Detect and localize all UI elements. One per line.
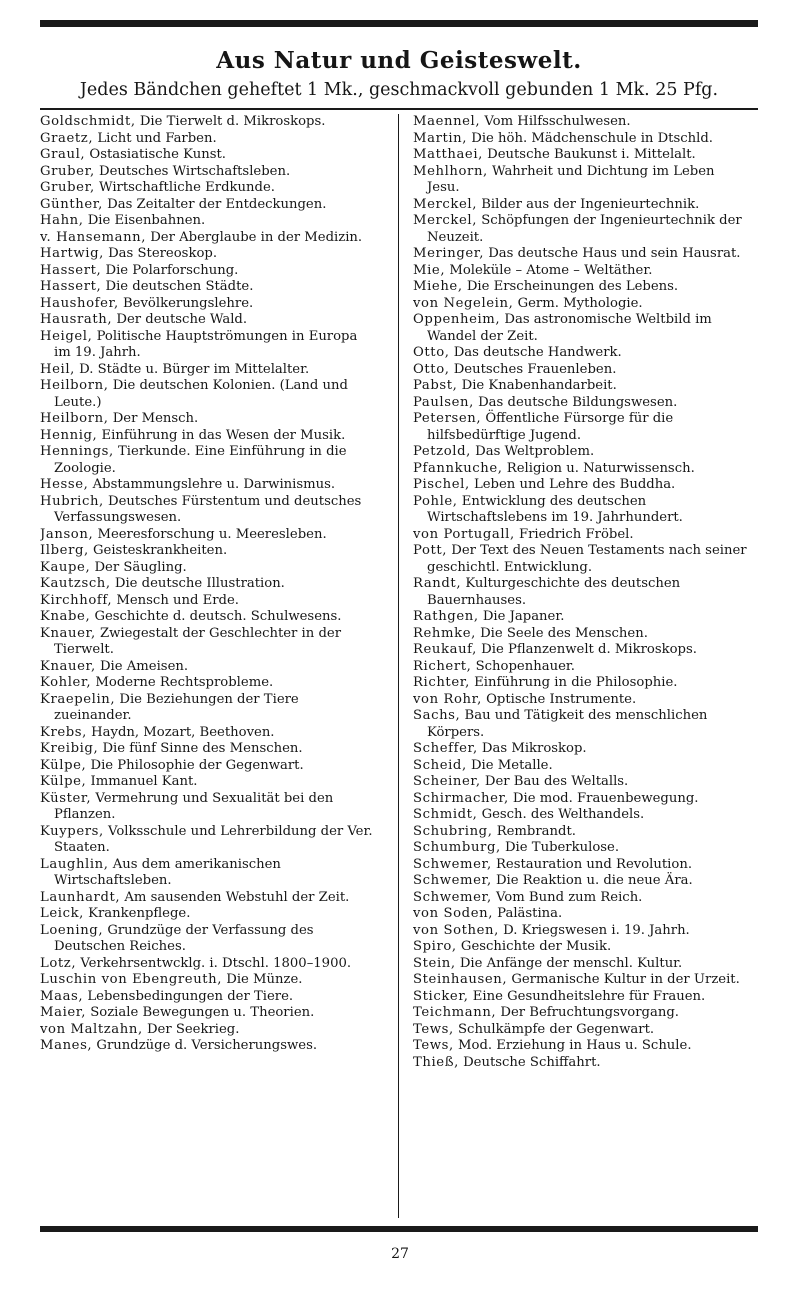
catalog-entry <box>413 378 751 395</box>
entry-author: Hennings, <box>40 444 114 459</box>
header-rule <box>40 108 758 110</box>
entry-author: Knauer, <box>40 658 96 674</box>
entry-author: von Soden, <box>413 906 493 921</box>
entry-author: Rathgen, <box>413 609 479 624</box>
entry-author: Külpe, <box>40 774 87 789</box>
catalog-entry <box>40 180 376 197</box>
right-column <box>413 114 751 1212</box>
entry-author: Janson, <box>40 526 94 542</box>
catalog-entry <box>40 494 376 527</box>
catalog-entry <box>40 560 376 577</box>
catalog-entry <box>40 956 376 973</box>
entry-author: Ilberg, <box>40 543 89 558</box>
entry-title: Die deutsche Illustration. <box>110 576 285 591</box>
entry-title: Der Bau des Weltalls. <box>480 774 629 789</box>
entry-title: Bau und Tätigkeit des menschlichen Körpers. <box>427 708 708 740</box>
entry-author: Graetz, <box>40 130 94 146</box>
entry-title: Die höh. Mädchenschule in Dtschld. <box>467 130 713 146</box>
entry-author: Randt, <box>413 576 462 591</box>
catalog-entry <box>40 609 376 626</box>
entry-title: Das deutsche Handwerk. <box>449 345 622 360</box>
entry-author: Loening, <box>40 922 104 938</box>
catalog-entry <box>413 576 751 609</box>
entry-title: Wahrheit und Dichtung im Leben Jesu. <box>427 163 715 195</box>
catalog-entry <box>413 758 751 775</box>
entry-title: Lebensbedingungen der Tiere. <box>83 988 294 1004</box>
entry-author: Schumburg, <box>413 840 501 855</box>
catalog-entry <box>413 296 751 313</box>
entry-author: Haushofer, <box>40 295 119 311</box>
catalog-entry <box>413 675 751 692</box>
entry-title: Eine Gesundheitslehre für Frauen. <box>468 988 706 1004</box>
entry-title: Bilder aus der Ingenieurtechnik. <box>477 196 700 212</box>
entry-title: Die Erscheinungen des Lebens. <box>462 279 679 294</box>
catalog-entry <box>413 131 751 148</box>
catalog-entry <box>40 576 376 593</box>
entry-title: Die Ameisen. <box>95 658 189 674</box>
catalog-entry <box>413 263 751 280</box>
catalog-entry <box>40 543 376 560</box>
entry-author: Teichmann, <box>413 1005 497 1020</box>
entry-author: Pischel, <box>413 477 470 492</box>
catalog-entry <box>413 345 751 362</box>
catalog-entry <box>413 642 751 659</box>
catalog-entry <box>40 246 376 263</box>
catalog-entry <box>40 675 376 692</box>
entry-author: Schwemer, <box>413 873 492 888</box>
entry-title: Die Pflanzenwelt d. Mikroskops. <box>476 642 697 657</box>
catalog-entry <box>413 972 751 989</box>
catalog-entry <box>40 923 376 956</box>
catalog-entry <box>413 527 751 544</box>
entry-author: Tews, <box>413 1021 454 1037</box>
catalog-entry <box>40 114 376 131</box>
entry-author: Spiro, <box>413 939 457 954</box>
entry-title: D. Städte u. Bürger im Mittelalter. <box>74 361 310 377</box>
catalog-entry <box>40 527 376 544</box>
entry-title: Kulturgeschichte des deutschen Bauernhauses. <box>427 576 681 608</box>
entry-title: Grundzüge der Verfassung des Deutschen Reiches. <box>54 922 314 954</box>
catalog-entry <box>413 543 751 576</box>
entry-title: Der deutsche Wald. <box>112 312 248 327</box>
entry-title: Entwicklung des deutschen Wirtschaftslebens im 19. Jahrhundert. <box>427 493 683 525</box>
entry-author: Knabe, <box>40 609 91 624</box>
catalog-entry <box>40 131 376 148</box>
catalog-entry <box>40 1022 376 1039</box>
entry-title: Die deutschen Städte. <box>101 279 254 294</box>
catalog-entry <box>413 791 751 808</box>
entry-title: Das Stereoskop. <box>103 246 218 261</box>
entry-author: Rehmke, <box>413 625 476 641</box>
entry-author: Sticker, <box>413 988 469 1004</box>
entry-title: Deutsche Schiffahrt. <box>458 1054 601 1070</box>
entry-author: Maas, <box>40 988 84 1004</box>
catalog-entry <box>413 956 751 973</box>
entry-author: Hausrath, <box>40 312 113 327</box>
entry-title: Der Text des Neuen Testaments nach seiner geschichtl. Entwicklung. <box>427 543 747 575</box>
catalog-entry <box>413 989 751 1006</box>
catalog-entry <box>413 890 751 907</box>
catalog-entry <box>413 1022 751 1039</box>
entry-author: Tews, <box>413 1038 454 1053</box>
entry-title: Das Mikroskop. <box>477 741 587 756</box>
entry-title: Vom Hilfsschulwesen. <box>480 114 631 129</box>
catalog-entry <box>40 312 376 329</box>
entry-author: Manes, <box>40 1038 93 1053</box>
entry-author: v. Hansemann, <box>40 229 147 245</box>
left-column <box>40 114 376 1212</box>
entry-author: Merckel, <box>413 213 478 228</box>
entry-title: Moderne Rechtsprobleme. <box>91 675 274 690</box>
entry-title: Schopenhauer. <box>471 658 575 674</box>
entry-title: Friedrich Fröbel. <box>514 526 634 542</box>
entry-author: von Negelein, <box>413 295 514 311</box>
catalog-entry <box>40 725 376 742</box>
entry-author: Mie, <box>413 262 446 278</box>
entry-title: Die Seele des Menschen. <box>475 625 648 641</box>
entry-author: Hubrich, <box>40 493 104 509</box>
entry-title: Optische Instrumente. <box>481 691 637 707</box>
catalog-entry <box>413 362 751 379</box>
entry-title: Bevölkerungslehre. <box>118 295 254 311</box>
entry-author: von Sothen, <box>413 922 499 938</box>
catalog-entry <box>413 114 751 131</box>
catalog-entry <box>413 873 751 890</box>
entry-author: Scheiner, <box>413 774 481 789</box>
entry-author: Richter, <box>413 675 470 690</box>
entry-author: Mehlhorn, <box>413 163 488 179</box>
entry-title: Ostasiatische Kunst. <box>85 147 226 162</box>
entry-title: Deutsches Fürstentum und deutsches Verfassungswesen. <box>54 493 362 525</box>
entry-title: Gesch. des Welthandels. <box>477 807 645 822</box>
entry-title: Die Beziehungen der Tiere zueinander. <box>54 691 299 723</box>
entry-author: Hartwig, <box>40 246 104 261</box>
column-divider <box>398 114 399 1218</box>
entry-title: Das Weltproblem. <box>470 444 595 459</box>
entry-title: Die mod. Frauenbewegung. <box>508 790 699 806</box>
entry-title: Krankenpflege. <box>83 906 191 921</box>
entry-author: Hahn, <box>40 213 84 228</box>
page-number: 27 <box>391 1246 409 1262</box>
catalog-entry <box>40 906 376 923</box>
entry-title: Mensch und Erde. <box>112 592 239 608</box>
entry-author: Thieß, <box>413 1054 459 1070</box>
entry-author: Meringer, <box>413 246 485 261</box>
entry-title: Das deutsche Bildungswesen. <box>473 394 678 410</box>
entry-author: Steinhausen, <box>413 972 508 987</box>
entry-title: Deutsches Wirtschaftsleben. <box>94 163 291 179</box>
entry-author: Oppenheim, <box>413 312 501 327</box>
catalog-entry <box>40 378 376 411</box>
entry-title: Religion u. Naturwissensch. <box>502 460 695 476</box>
entry-title: Die fünf Sinne des Menschen. <box>98 741 303 756</box>
entry-title: Die Metalle. <box>466 757 553 773</box>
catalog-entry <box>40 279 376 296</box>
catalog-entry <box>413 1055 751 1072</box>
entry-title: Der Aberglaube in der Medizin. <box>146 229 363 245</box>
entry-title: Der Befruchtungsvorgang. <box>496 1005 679 1020</box>
catalog-entry <box>413 1005 751 1022</box>
entry-title: Öffentliche Fürsorge für die hilfsbedürftige Jugend. <box>427 411 674 443</box>
entry-author: Otto, <box>413 361 450 377</box>
entry-author: Schwemer, <box>413 856 492 872</box>
catalog-entry <box>413 477 751 494</box>
catalog-entry <box>40 296 376 313</box>
entry-title: Germanische Kultur in der Urzeit. <box>507 972 740 987</box>
entry-title: Deutsche Baukunst i. Mittelalt. <box>482 147 696 162</box>
price-line: Jedes Bändchen geheftet 1 Mk., geschmackvoll gebunden 1 Mk. 25 Pfg. <box>79 80 719 100</box>
entry-title: Die Reaktion u. die neue Ära. <box>491 873 693 888</box>
catalog-entry <box>413 692 751 709</box>
entry-title: Tierkunde. Eine Einführung in die Zoologie. <box>54 444 347 476</box>
entry-author: Hassert, <box>40 262 102 278</box>
catalog-entry <box>40 741 376 758</box>
catalog-entry <box>40 890 376 907</box>
catalog-entry <box>413 840 751 857</box>
entry-author: Heigel, <box>40 328 93 344</box>
catalog-entry <box>40 758 376 775</box>
catalog-entry <box>40 659 376 676</box>
entry-author: Lotz, <box>40 955 77 971</box>
entry-author: Günther, <box>40 196 103 212</box>
entry-author: Hesse, <box>40 477 89 492</box>
entry-title: Am sausenden Webstuhl der Zeit. <box>120 889 350 905</box>
catalog-entry <box>40 263 376 280</box>
catalog-entry <box>40 362 376 379</box>
catalog-entry <box>40 213 376 230</box>
entry-title: Deutsches Frauenleben. <box>449 361 617 377</box>
catalog-entry <box>40 989 376 1006</box>
entry-title: Zwiegestalt der Geschlechter in der Tierwelt. <box>54 625 341 657</box>
entry-title: Verkehrsentwcklg. i. Dtschl. 1800–1900. <box>76 955 352 971</box>
entry-author: Gruber, <box>40 180 95 195</box>
entry-author: Matthaei, <box>413 147 483 162</box>
catalog-entry <box>413 857 751 874</box>
entry-title: Geschichte der Musik. <box>456 939 612 954</box>
entry-title: Einführung in die Philosophie. <box>469 675 678 690</box>
catalog-entry <box>40 774 376 791</box>
catalog-entry <box>413 246 751 263</box>
entry-author: Heil, <box>40 361 75 377</box>
catalog-entry <box>40 147 376 164</box>
entry-author: Kreibig, <box>40 741 99 756</box>
entry-title: Leben und Lehre des Buddha. <box>469 477 676 492</box>
entry-title: Vom Bund zum Reich. <box>491 889 643 905</box>
entry-title: Die Knabenhandarbeit. <box>457 378 617 393</box>
catalog-entry <box>40 626 376 659</box>
catalog-entry <box>40 972 376 989</box>
entry-title: Meeresforschung u. Meeresleben. <box>93 526 327 542</box>
entry-title: Die Tierwelt d. Mikroskops. <box>135 114 326 129</box>
entry-author: Gruber, <box>40 163 95 179</box>
entry-author: Petersen, <box>413 411 482 426</box>
catalog-entry <box>40 428 376 445</box>
catalog-entry <box>413 147 751 164</box>
entry-author: Leick, <box>40 906 84 921</box>
entry-author: von Portugall, <box>413 526 515 542</box>
entry-author: Goldschmidt, <box>40 114 136 129</box>
entry-title: Die Anfänge der menschl. Kultur. <box>455 955 683 971</box>
entry-title: Germ. Mythologie. <box>513 295 643 311</box>
entry-title: Geschichte d. deutsch. Schulwesens. <box>90 609 342 624</box>
entry-author: Schwemer, <box>413 889 492 905</box>
series-title: Aus Natur und Geisteswelt. <box>216 47 582 74</box>
catalog-entry <box>40 477 376 494</box>
entry-title: D. Kriegswesen i. 19. Jahrh. <box>498 922 690 938</box>
entry-author: Kraepelin, <box>40 691 116 707</box>
entry-title: Haydn, Mozart, Beethoven. <box>86 724 275 740</box>
catalog-entry <box>413 807 751 824</box>
entry-author: Stein, <box>413 955 456 971</box>
entry-title: Das deutsche Haus und sein Hausrat. <box>484 246 741 261</box>
entry-author: Küster, <box>40 790 92 806</box>
entry-author: Scheid, <box>413 757 467 773</box>
entry-author: Schubring, <box>413 823 493 839</box>
entry-title: Schöpfungen der Ingenieurtechnik der Neuzeit. <box>427 213 742 245</box>
entry-author: Krebs, <box>40 724 87 740</box>
entry-author: Knauer, <box>40 625 96 641</box>
entry-title: Die Tuberkulose. <box>500 840 620 855</box>
catalog-entry <box>413 197 751 214</box>
catalog-entry <box>413 741 751 758</box>
catalog-entry <box>40 593 376 610</box>
entry-title: Die deutschen Kolonien. (Land und Leute.) <box>54 378 348 410</box>
catalog-entry <box>40 791 376 824</box>
entry-author: Külpe, <box>40 757 87 773</box>
entry-title: Geisteskrankheiten. <box>88 543 228 558</box>
catalog-entry <box>40 444 376 477</box>
entry-title: Moleküle – Atome – Weltäther. <box>445 262 653 278</box>
entry-title: Mod. Erziehung in Haus u. Schule. <box>453 1038 692 1053</box>
entry-author: Kautzsch, <box>40 576 111 591</box>
entry-author: Launhardt, <box>40 889 121 905</box>
entry-title: Die Japaner. <box>478 609 565 624</box>
entry-title: Licht und Farben. <box>93 130 217 146</box>
catalog-entry <box>40 164 376 181</box>
entry-author: Sachs, <box>413 708 461 723</box>
entry-title: Volksschule und Lehrerbildung der Ver. Staaten. <box>54 823 373 855</box>
catalog-entry <box>413 461 751 478</box>
entry-author: Miehe, <box>413 279 463 294</box>
entry-title: Rembrandt. <box>492 823 576 839</box>
catalog-entry <box>413 164 751 197</box>
entry-author: Luschin von Ebengreuth, <box>40 972 223 987</box>
catalog-entry <box>40 329 376 362</box>
entry-title: Das astronomische Weltbild im Wandel der Zeit. <box>427 312 712 344</box>
catalog-entry <box>40 692 376 725</box>
entry-author: Reukauf, <box>413 642 477 657</box>
catalog-entry <box>413 923 751 940</box>
entry-title: Wirtschaftliche Erdkunde. <box>94 180 275 195</box>
entry-author: Hennig, <box>40 427 98 443</box>
catalog-entry <box>413 494 751 527</box>
catalog-entry <box>40 857 376 890</box>
entry-title: Aus dem amerikanischen Wirtschaftsleben. <box>54 856 281 888</box>
catalog-entry <box>40 1038 376 1055</box>
entry-author: Maennel, <box>413 114 481 129</box>
entry-author: Pohle, <box>413 493 458 509</box>
entry-author: Hassert, <box>40 279 102 294</box>
entry-author: Graul, <box>40 147 86 162</box>
catalog-entry <box>40 230 376 247</box>
entry-title: Immanuel Kant. <box>86 774 198 789</box>
catalog-entry <box>413 626 751 643</box>
catalog-entry <box>413 708 751 741</box>
entry-author: Merckel, <box>413 196 478 212</box>
entry-title: Abstammungslehre u. Darwinismus. <box>88 477 336 492</box>
entry-author: Schmidt, <box>413 807 478 822</box>
entry-title: Grundzüge d. Versicherungswes. <box>92 1038 318 1053</box>
entry-title: Die Polarforschung. <box>101 262 239 278</box>
entry-author: Pott, <box>413 543 448 558</box>
entry-author: Pfannkuche, <box>413 460 503 476</box>
catalog-entry <box>413 939 751 956</box>
catalog-entry <box>413 395 751 412</box>
catalog-entry <box>40 411 376 428</box>
entry-title: Der Seekrieg. <box>142 1021 240 1037</box>
catalog-entry <box>413 279 751 296</box>
entry-author: Heilborn, <box>40 411 109 426</box>
entry-title: Die Philosophie der Gegenwart. <box>86 757 304 773</box>
entry-title: Palästina. <box>492 906 563 921</box>
entry-author: Scheffer, <box>413 741 478 756</box>
catalog-entry <box>413 609 751 626</box>
entry-author: Paulsen, <box>413 394 474 410</box>
entry-author: Martin, <box>413 130 468 146</box>
entry-title: Das Zeitalter der Entdeckungen. <box>102 196 327 212</box>
entry-author: Pabst, <box>413 378 458 393</box>
catalog-entry <box>413 774 751 791</box>
entry-author: Maier, <box>40 1005 87 1020</box>
catalog-entry <box>40 1005 376 1022</box>
catalog-entry <box>413 659 751 676</box>
entry-author: Kirchhoff, <box>40 592 113 608</box>
entry-author: Kohler, <box>40 675 92 690</box>
entry-author: Petzold, <box>413 444 471 459</box>
catalog-entry <box>40 824 376 857</box>
entry-title: Schulkämpfe der Gegenwart. <box>453 1021 655 1037</box>
catalog-entry <box>413 824 751 841</box>
entry-title: Soziale Bewegungen u. Theorien. <box>86 1005 315 1020</box>
entry-author: Heilborn, <box>40 378 109 393</box>
entry-author: Richert, <box>413 658 472 674</box>
entry-title: Der Säugling. <box>90 559 187 575</box>
entry-title: Der Mensch. <box>108 411 199 426</box>
entry-author: von Maltzahn, <box>40 1021 143 1037</box>
entry-title: Die Eisenbahnen. <box>83 213 206 228</box>
page-header <box>40 46 758 102</box>
catalog-entry <box>413 213 751 246</box>
catalog-entry <box>413 411 751 444</box>
entry-title: Einführung in das Wesen der Musik. <box>97 427 346 443</box>
catalog-entry <box>413 444 751 461</box>
entry-author: Otto, <box>413 345 450 360</box>
catalog-entry <box>413 1038 751 1055</box>
entry-title: Vermehrung und Sexualität bei den Pflanzen. <box>54 790 334 822</box>
entry-author: Laughlin, <box>40 856 109 872</box>
entry-author: Kuypers, <box>40 823 104 839</box>
entry-author: von Rohr, <box>413 691 482 707</box>
catalog-entry <box>413 312 751 345</box>
entry-author: Kaupe, <box>40 559 91 575</box>
entry-title: Restauration und Revolution. <box>491 856 693 872</box>
catalog-entry <box>413 906 751 923</box>
entry-title: Die Münze. <box>222 972 303 987</box>
entry-title: Politische Hauptströmungen in Europa im 19. Jahrh. <box>54 328 358 360</box>
catalog-entry <box>40 197 376 214</box>
entry-author: Schirmacher, <box>413 790 509 806</box>
